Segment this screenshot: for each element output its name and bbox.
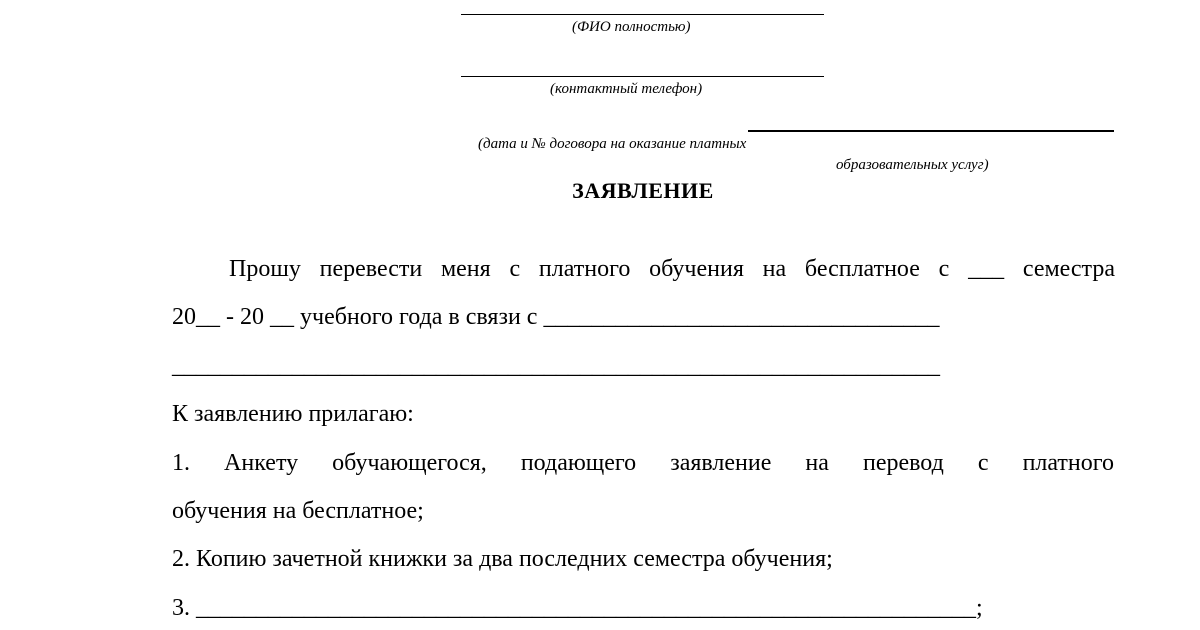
contract-caption-line1: (дата и № договора на оказание платных (478, 136, 747, 152)
attachments-heading: К заявлению прилагаю: (172, 401, 414, 427)
document-title: ЗАЯВЛЕНИЕ (572, 178, 714, 203)
request-line-2: 20__ - 20 __ учебного года в связи с _________________________________ (172, 304, 940, 330)
request-line-3: ________________________________________________________________ (172, 353, 940, 379)
attachment-item-2: 2. Копию зачетной книжки за два последних семестра обучения; (172, 546, 833, 572)
fio-caption: (ФИО полностью) (572, 19, 691, 35)
fio-line (461, 14, 824, 15)
attachment-item-1-line-1: 1. Анкету обучающегося, подающего заявление на перевод с платного (172, 450, 1114, 476)
attachment-item-1-line-2: обучения на бесплатное; (172, 498, 424, 524)
contract-caption-line2: образовательных услуг) (836, 157, 989, 173)
request-line-1: Прошу перевести меня с платного обучения на бесплатное с ___ семестра (229, 256, 1115, 282)
contract-line (748, 130, 1114, 132)
phone-caption: (контактный телефон) (550, 81, 703, 97)
phone-line (461, 76, 824, 77)
attachment-item-3: 3. _________________________________________________________________; (172, 595, 983, 621)
